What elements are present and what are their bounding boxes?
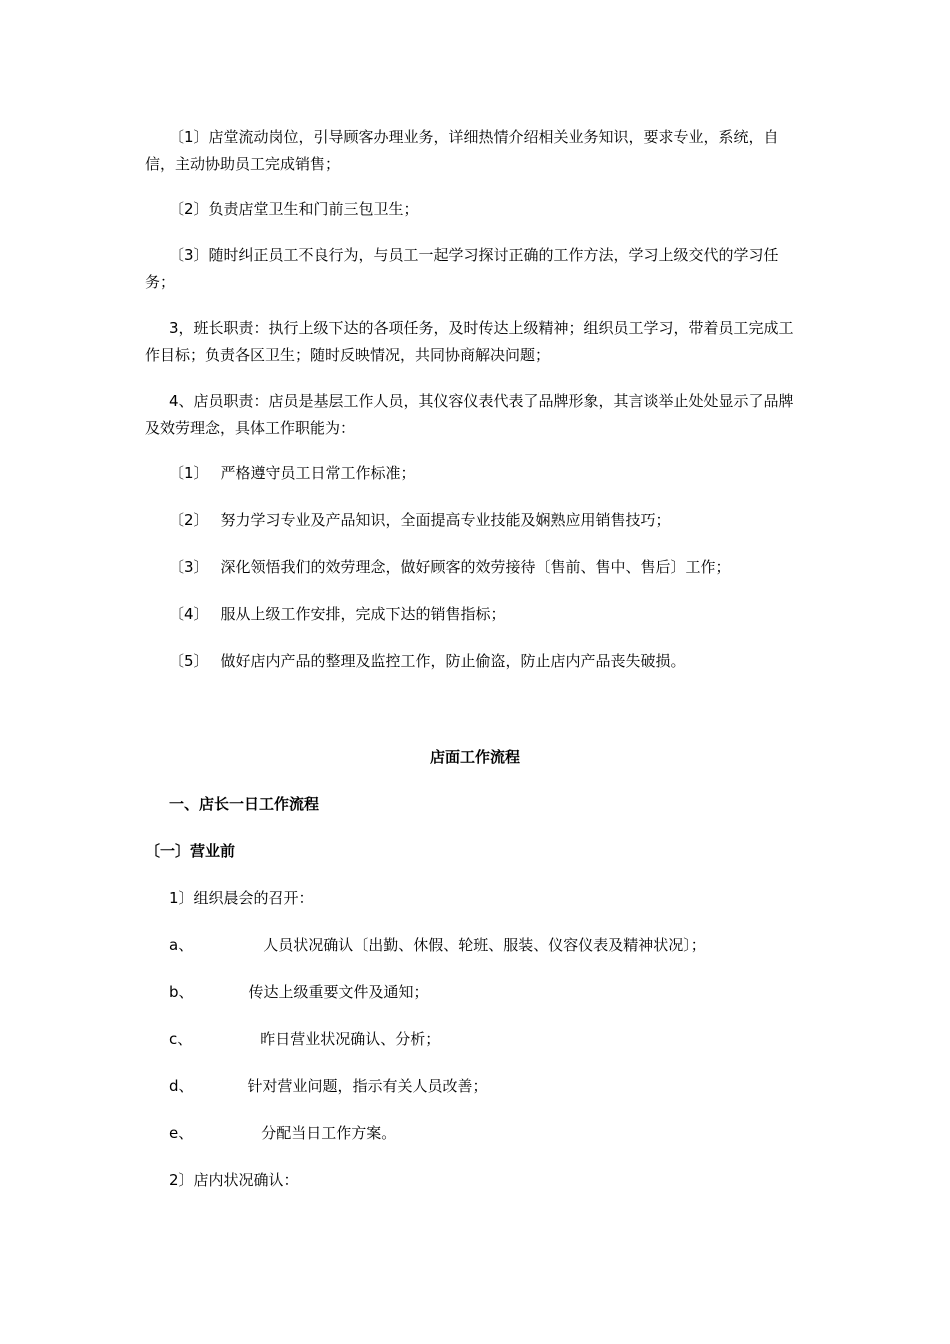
sub-item-text: 分配当日工作方案。 <box>261 1124 397 1142</box>
sub-item-letter: e、 <box>169 1124 194 1142</box>
paragraph-team-leader-duties: 3，班长职责：执行上级下达的各项任务，及时传达上级精神；组织员工学习，带着员工完成工作目标；负责各区卫生；随时反映情况，共同协商解决问题； <box>145 319 794 364</box>
list-item <box>145 601 805 628</box>
heading-store-manager-daily-flow: 一、店长一日工作流程 <box>169 795 320 813</box>
list-item-number: 〔3〕 <box>169 558 209 576</box>
list-item-number: 〔2〕 <box>169 511 209 529</box>
item-store-status-check: 2〕店内状况确认： <box>169 1171 299 1189</box>
list-item-number: 〔1〕 <box>169 464 209 482</box>
paragraph-duty-1: 〔1〕店堂流动岗位，引导顾客办理业务，详细热情介绍相关业务知识，要求专业，系统，自信，主动协助员工完成销售； <box>145 128 779 173</box>
heading-before-business: 〔一〕营业前 <box>145 842 236 860</box>
paragraph-duty-3: 〔3〕随时纠正员工不良行为，与员工一起学习探讨正确的工作方法，学习上级交代的学习任务； <box>145 246 779 291</box>
sub-item-letter: a、 <box>169 936 194 954</box>
paragraph-duty-2: 〔2〕负责店堂卫生和门前三包卫生； <box>169 200 419 218</box>
sub-item <box>145 932 805 959</box>
list-item-number: 〔5〕 <box>169 652 209 670</box>
list-item-text: 做好店内产品的整理及监控工作，防止偷盗，防止店内产品丧失破损。 <box>220 652 686 670</box>
list-item <box>145 460 805 487</box>
paragraph-clerk-duties: 4、店员职责：店员是基层工作人员，其仪容仪表代表了品牌形象，其言谈举止处处显示了品牌及效劳理念，具体工作职能为： <box>145 392 794 437</box>
list-item <box>145 507 805 534</box>
list-item-text: 服从上级工作安排，完成下达的销售指标； <box>220 605 506 623</box>
sub-item <box>145 979 805 1006</box>
sub-item <box>145 1026 805 1053</box>
list-item-text: 深化领悟我们的效劳理念，做好顾客的效劳接待〔售前、售中、售后〕工作； <box>220 558 731 576</box>
list-item-text: 严格遵守员工日常工作标准； <box>220 464 416 482</box>
sub-item-text: 传达上级重要文件及通知； <box>248 983 429 1001</box>
list-item-text: 努力学习专业及产品知识，全面提高专业技能及娴熟应用销售技巧； <box>220 511 671 529</box>
section-title: 店面工作流程 <box>429 748 520 766</box>
sub-item-letter: b、 <box>169 983 194 1001</box>
list-item <box>145 554 805 581</box>
sub-item <box>145 1073 805 1100</box>
sub-item-text: 针对营业问题，指示有关人员改善； <box>247 1077 488 1095</box>
list-item <box>145 648 805 675</box>
sub-item-text: 昨日营业状况确认、分析； <box>260 1030 441 1048</box>
sub-item-letter: c、 <box>169 1030 193 1048</box>
list-item-number: 〔4〕 <box>169 605 209 623</box>
sub-item-text: 人员状况确认〔出勤、休假、轮班、服装、仪容仪表及精神状况〕； <box>263 936 706 954</box>
sub-item-letter: d、 <box>169 1077 194 1095</box>
sub-item <box>145 1120 805 1147</box>
item-morning-meeting: 1〕组织晨会的召开： <box>169 889 314 907</box>
